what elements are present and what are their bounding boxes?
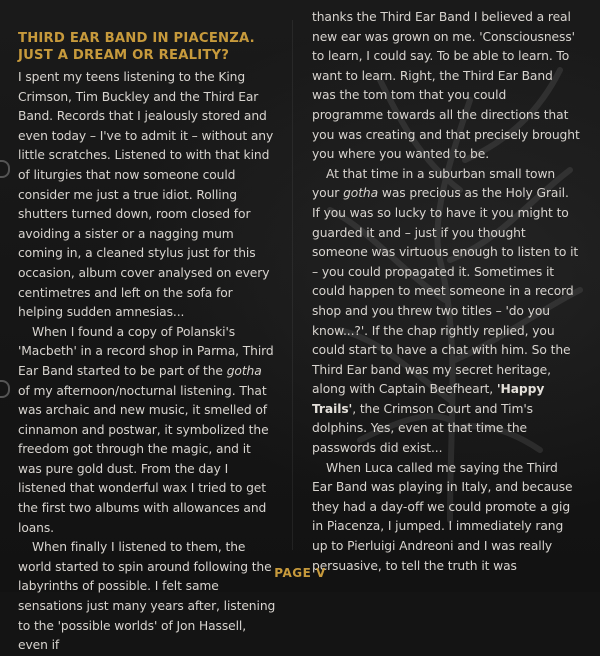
paragraph: When finally I listened to them, the world started to spin around following the labyrinths of possible. I felt same sensations just many years after, listening to the 'possible worlds' of Jon Hassell, even if <box>18 540 276 653</box>
paragraph: When Luca called me saying the Third Ear Band was playing in Italy, and because they had a day-off we could promote a gig in Piacenza, I jumped. I immediately rang up to Pierluigi Andreoni and I was really persuasive, to tell the truth it was <box>312 460 573 573</box>
binding-ring <box>0 380 10 398</box>
paragraph: I spent my teens listening to the King Crimson, Tim Buckley and the Third Ear Band. Records that I jealously stored and even today – I've to admit it – without any little scratches. Listened to with that kind of liturgies that now someone could consider me just a true idiot. Rolling shutters turned down, room closed for avoiding a sister or a nagging mum coming in, a cleaned stylus just for this occasion, album cover analysed on every centimetres and left on the sofa for helping sudden amnesias... <box>18 70 274 320</box>
right-column <box>312 8 580 576</box>
paragraph <box>312 165 580 459</box>
page-number: PAGE V <box>274 566 326 580</box>
article-title-line-2: JUST A DREAM OR REALITY? <box>18 48 230 63</box>
italic-text: gotha <box>226 363 262 378</box>
text-run: When I found a copy of Polanski's 'Macbeth' in a record shop in Parma, Third Ear Band started to be part of the <box>18 324 274 378</box>
article-title-line-1: THIRD EAR BAND IN PIACENZA. <box>18 31 255 46</box>
column-divider <box>292 20 293 550</box>
text-run: , the Crimson Court and Tim's dolphins. Yes, even at that time the passwords did exist... <box>312 401 533 456</box>
text-run: was precious as the Holy Grail. If you was so lucky to have it you might to guarded it and – just if you thought someone was virtuous enough to listen to it – you could propagated it. Sometimes it could happen to meet someone in a record shop and you threw two titles – 'do you know...?'. If the chap rightly replied, you could start to have a chat with him. So the Third Ear band was my secret heritage, along with Captain Beefheart, <box>312 186 579 397</box>
article-title <box>18 30 276 64</box>
album-title-highlight: 'Happy Trails' <box>312 382 545 416</box>
text-run: At that time in a suburban small town your <box>312 166 556 201</box>
left-column <box>18 30 276 656</box>
text-run: of my afternoon/nocturnal listening. That was archaic and new music, it smelled of cinnamon and postwar, it symbolized the freedom got through the magic, and it was pure gold dust. From the day I listened that wonderful wax I tried to get the first two albums with allowances and loans. <box>18 383 269 535</box>
paragraph: thanks the Third Ear Band I believed a real new ear was grown on me. 'Consciousness' to learn, I could say. To be able to learn. To want to learn. Right, the Third Ear Band was the tom tom that you could programme towards all the directions that you was creating and that precisely brought you where you wanted to be. <box>312 10 580 162</box>
italic-text: gotha <box>343 186 379 201</box>
paragraph <box>18 323 276 539</box>
binding-ring <box>0 160 10 178</box>
